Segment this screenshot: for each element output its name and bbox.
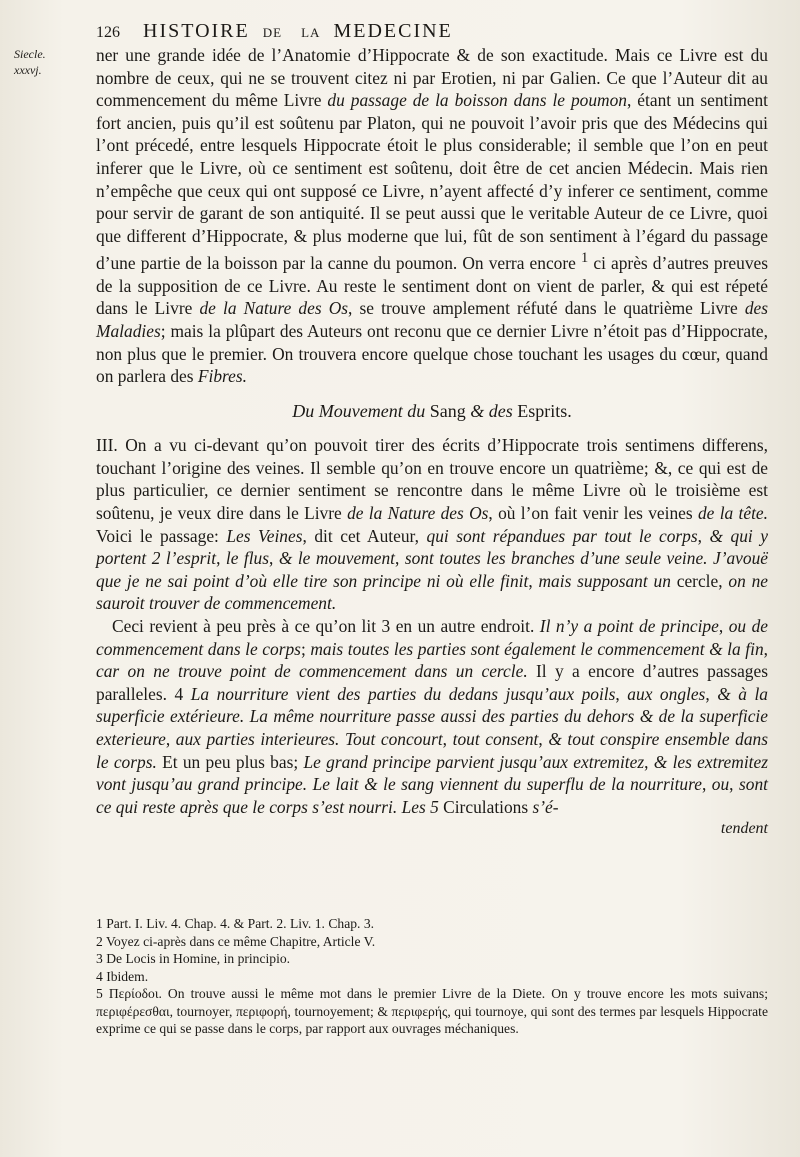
margin-note bbox=[14, 46, 74, 78]
footnote-2: 2 Voyez ci-après dans ce même Chapitre, Article V. bbox=[96, 933, 376, 949]
running-title-medecine: MEDECINE bbox=[333, 20, 453, 42]
footnote-1: 1 Part. I. Liv. 4. Chap. 4. & Part. 2. Liv. 1. Chap. 3. bbox=[96, 916, 375, 931]
paragraph-1: ner une grande idée de l’Anatomie d’Hippocrate & de son exactitude. Mais ce Livre est du nombre de ceux, qui ne se trouvent citez ni par Erotien, ni par Galien. Ce que l’Auteur dit au commencement du même Livre du passage de la boisson dans le poumon, étant un sentiment fort ancien, puis qu’il est soûtenu par Platon, qui ne pouvoit l’avoir pris que des Médecins qui l’ont précedé, entre lesquels Hippocrate étoit le plus considerable; il semble que l’on en peut inferer que le Livre, où ce sentiment est soûtenu, doit être de cet ancien Médecin. Mais rien n’empêche que ceux qui ont supposé ce Livre, n’ayent affecté d’y inferer ce sentiment, comme pour servir de garant de son antiquité. Il se peut aussi que le veritable Auteur de ce Livre, quoi que different d’Hippocrate, & plus moderne que lui, fût de son sentiment à l’égard du passage d’une partie de la boisson par la canne du poumon. On verra encore $^1$ ci après d’autres preuves de la supposition de ce Livre. Au reste le sentiment dont on vient de parler, & qui est répeté dans le Livre de la Nature des Os, se trouve amplement réfuté dans le quatrième Livre des Maladies; mais la plûpart des Auteurs ont reconu que ce dernier Livre n’étoit pas d’Hippocrate, non plus que le premier. On trouvera encore quelque chose touchant les usages du cœur, quand on parlera des Fibres. bbox=[96, 45, 768, 387]
margin-note-century: xxxvj. bbox=[14, 63, 42, 77]
footnotes bbox=[96, 915, 768, 1038]
margin-note-siecle: Siecle. bbox=[14, 47, 46, 61]
running-title-histoire: HISTOIRE bbox=[143, 20, 250, 42]
running-title-de: DE bbox=[262, 25, 283, 40]
running-head bbox=[96, 20, 656, 43]
footnote-3: 3 De Locis in Homine, in principio. bbox=[96, 951, 291, 966]
running-title-la: LA bbox=[301, 25, 321, 40]
section-heading: Du Mouvement du Sang & des Esprits. bbox=[292, 400, 572, 421]
page-number: 126 bbox=[96, 24, 120, 41]
catchword: tendent bbox=[720, 820, 768, 838]
paragraph-2: III. On a vu ci-devant qu’on pouvoit tirer des écrits d’Hippocrate trois sentimens differens, touchant l’origine des veines. Il semble qu’on en trouve encore un quatrième; &, ce qui est de plus particulier, ce dernier sentiment se rencontre dans le même Livre où le troisième est soûtenu, je veux dire dans le Livre de la Nature des Os, où l’on fait venir les veines de la tête. Voici le passage: Les Veines, dit cet Auteur, qui sont répandues par tout le corps, & qui y portent 2 l’esprit, le flus, & le mouvement, sont toutes les branches d’une seule veine. J’avouë que je ne sai point d’où elle tire son principe ni où elle finit, mais supposant un cercle, on ne sauroit trouver de commencement. bbox=[96, 435, 769, 614]
body-text bbox=[96, 44, 768, 841]
footnote-4: 4 Ibidem. bbox=[96, 968, 149, 984]
footnote-5: 5 Περίοδοι. On trouve aussi le même mot dans le premier Livre de la Diete. On y trouve encore les mots suivans; περιφέρεσθαι, tournoyer, περιφορή, tournoyement; & περιφερής, qui tournoye, qui sont des termes par lesquels Hippocrate exprime ce qui se passe dans le corps, par rapport aux ouvrages méchaniques. bbox=[96, 986, 768, 1036]
paragraph-3: Ceci revient à peu près à ce qu’on lit 3 en un autre endroit. Il n’y a point de principe, ou de commencement dans le corps; mais toutes les parties sont également le commencement & la fin, car on ne trouve point de commencement dans un cercle. Il y a encore d’autres passages paralleles. 4 La nourriture vient des parties du dedans jusqu’aux poils, aux ongles, & à la superficie extérieure. La même nourriture passe aussi des parties du dehors & de la superficie exterieure, aux parties interieures. Tout concourt, tout consent, & tout conspire ensemble dans le corps. Et un peu plus bas; Le grand principe parvient jusqu’aux extremitez, & les extremitez vont jusqu’au grand principe. Le lait & le sang viennent du superflu de la nourriture, ou, sont ce qui reste après que le corps s’est nourri. Les 5 Circulations s’é- bbox=[96, 616, 769, 817]
